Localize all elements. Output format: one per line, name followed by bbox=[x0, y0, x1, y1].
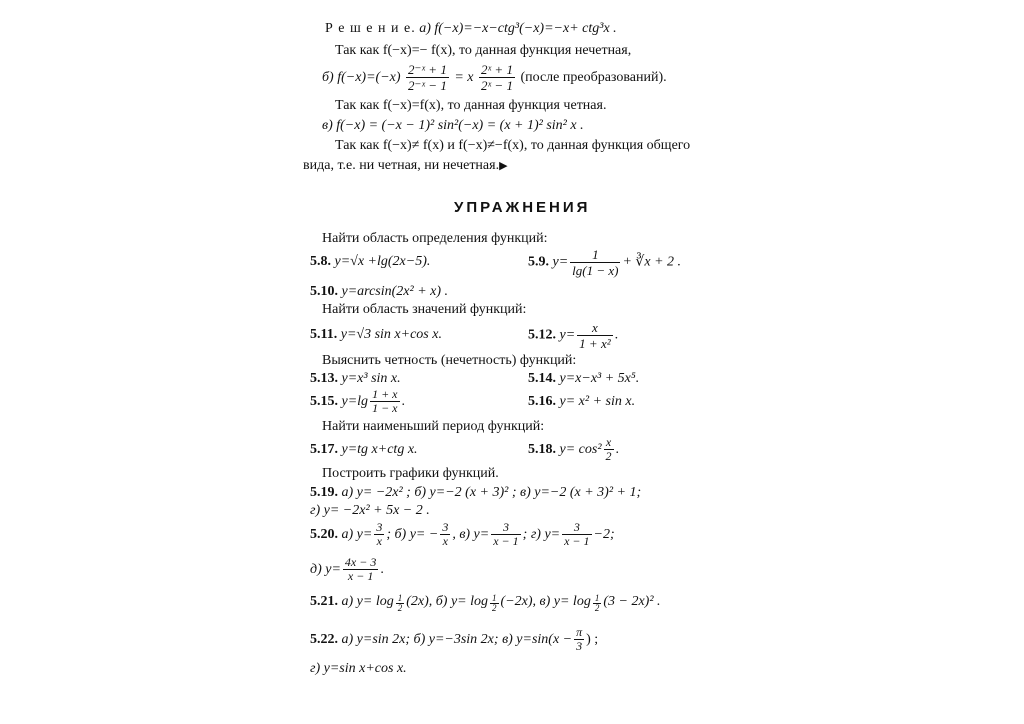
fraction-numerator: 4x − 3 bbox=[344, 555, 377, 570]
exercise-5-21-b: б) y= log bbox=[435, 594, 489, 609]
section-domain: Найти область определения функций: bbox=[322, 231, 548, 246]
fraction-denominator: 2 bbox=[397, 603, 403, 613]
exercise-number: 5.13. bbox=[310, 371, 338, 386]
solution-label: Р е ш е н и е. bbox=[325, 21, 416, 36]
exercise-5-9 bbox=[528, 247, 681, 278]
exercise-5-18 bbox=[528, 434, 619, 466]
fraction-denominator: 2⁻ˣ − 1 bbox=[408, 78, 447, 94]
solution-b bbox=[322, 62, 667, 94]
log-base-fraction bbox=[396, 594, 405, 613]
fraction-numerator: 3 bbox=[376, 520, 383, 535]
log-base-fraction bbox=[593, 594, 602, 613]
fraction-denominator: x − 1 bbox=[347, 569, 374, 584]
exercise-number: 5.21. bbox=[310, 594, 338, 609]
exercise-number: 5.15. bbox=[310, 394, 338, 409]
section-range: Найти область значений функций: bbox=[322, 302, 527, 317]
solution-b-fraction-1 bbox=[406, 62, 449, 93]
exercise-fraction bbox=[370, 388, 399, 415]
exercises-heading: УПРАЖНЕНИЯ bbox=[454, 199, 591, 216]
exercise-fraction bbox=[577, 320, 612, 351]
fraction-numerator: 1 bbox=[594, 593, 600, 603]
exercise-number: 5.19. bbox=[310, 485, 338, 500]
exercise-5-20-e-row bbox=[310, 553, 384, 587]
exercise-expression-prefix: y= bbox=[559, 327, 576, 343]
exercise-5-20-c: , в) y= bbox=[452, 527, 490, 542]
solution-b-fraction-2 bbox=[479, 62, 515, 93]
exercise-expression-prefix: y= cos² bbox=[559, 442, 602, 457]
fraction-numerator: 2⁻ˣ + 1 bbox=[408, 62, 447, 78]
exercise-row-5-19 bbox=[310, 484, 641, 502]
exercise-expression: y=arcsin(2x² + x) . bbox=[341, 284, 449, 299]
exercise-row-5-21 bbox=[310, 593, 661, 613]
exercise-fraction bbox=[604, 436, 614, 463]
exercise-5-16 bbox=[528, 386, 635, 418]
exercise-expression: а) y= −2x² ; б) y=−2 (x + 3)² ; в) y=−2 (x + 3)² + 1; bbox=[341, 485, 642, 500]
exercise-number: 5.10. bbox=[310, 284, 338, 299]
exercise-fraction bbox=[343, 556, 378, 583]
fraction-denominator: 2 bbox=[492, 603, 497, 613]
fraction-numerator: 3 bbox=[491, 521, 520, 535]
solution-general-text: вида, т.е. ни четная, ни нечетная. bbox=[303, 158, 500, 173]
exercise-number: 5.12. bbox=[528, 327, 556, 343]
exercise-row-5-20 bbox=[310, 518, 615, 552]
exercise-expression-prefix: y= bbox=[552, 254, 569, 270]
exercise-5-20-d: ; г) y= bbox=[522, 527, 561, 542]
fraction-denominator: 2 bbox=[594, 603, 600, 613]
exercise-5-20-b: ; б) y= − bbox=[386, 527, 439, 542]
exercise-fraction bbox=[440, 521, 450, 548]
exercise-number: 5.16. bbox=[528, 394, 556, 409]
triangle-right-icon: ▶ bbox=[499, 160, 508, 172]
exercise-5-21-a-arg: (2x), bbox=[406, 594, 433, 609]
fraction-numerator: 1 bbox=[397, 593, 403, 603]
exercise-row-5-22 bbox=[310, 623, 598, 657]
exercise-5-21-b-arg: (−2x), bbox=[500, 594, 537, 609]
fraction-denominator: 2 bbox=[605, 449, 612, 464]
fraction-numerator: x bbox=[604, 436, 614, 450]
solution-b-equals: = x bbox=[454, 70, 474, 85]
log-base-fraction bbox=[490, 594, 499, 613]
exercise-5-19-g: г) y= −2x² + 5x − 2 . bbox=[310, 503, 430, 518]
exercise-expression: y=√3 sin x+cos x. bbox=[340, 327, 442, 342]
exercise-fraction bbox=[562, 521, 591, 548]
exercise-expression: y= x² + sin x. bbox=[559, 394, 636, 409]
exercise-expression: а) y=sin 2x; б) y=−3sin 2x; в) y=sin(x − bbox=[341, 632, 573, 647]
exercise-expression-suffix: ) ; bbox=[586, 632, 599, 647]
section-graphs: Построить графики функций. bbox=[322, 466, 499, 481]
exercise-expression-suffix: . bbox=[401, 394, 405, 409]
fraction-denominator: 2ˣ − 1 bbox=[481, 78, 513, 94]
solution-c: в) f(−x) = (−x − 1)² sin²(−x) = (x + 1)² sin² x . bbox=[322, 118, 584, 133]
exercise-5-20-e: д) y= bbox=[310, 562, 341, 577]
exercise-5-20-d-suffix: −2; bbox=[593, 527, 615, 542]
fraction-numerator: 3 bbox=[442, 520, 449, 535]
exercise-row-5-17 bbox=[310, 434, 730, 466]
exercise-number: 5.18. bbox=[528, 442, 556, 457]
solution-general-line-1: Так как f(−x)≠ f(x) и f(−x)≠−f(x), то данная функция общего bbox=[335, 138, 691, 153]
fraction-denominator: x bbox=[376, 534, 382, 549]
solution-b-suffix: (после преобразований). bbox=[520, 70, 667, 85]
section-period: Найти наименьший период функций: bbox=[322, 419, 545, 434]
solution-b-prefix: б) f(−x)=(−x) bbox=[322, 70, 401, 85]
fraction-numerator: 1 bbox=[570, 247, 620, 263]
fraction-numerator: π bbox=[576, 625, 583, 640]
exercise-expression-suffix: . bbox=[614, 327, 619, 343]
fraction-numerator: 3 bbox=[562, 521, 591, 535]
exercise-fraction bbox=[491, 521, 520, 548]
solution-even-line: Так как f(−x)=f(x), то данная функция четная. bbox=[335, 98, 607, 113]
fraction-numerator: 1 bbox=[492, 593, 497, 603]
fraction-denominator: x bbox=[442, 534, 448, 549]
exercise-fraction bbox=[574, 626, 584, 653]
fraction-denominator: 3 bbox=[576, 639, 583, 654]
fraction-numerator: x bbox=[577, 320, 612, 336]
exercise-number: 5.22. bbox=[310, 632, 338, 647]
exercise-number: 5.17. bbox=[310, 442, 338, 457]
solution-general-line-2 bbox=[303, 157, 508, 175]
exercise-expression-suffix: . bbox=[615, 442, 620, 457]
exercise-expression: y=tg x+ctg x. bbox=[341, 442, 418, 457]
solution-a bbox=[325, 20, 617, 38]
fraction-denominator: x − 1 bbox=[564, 534, 590, 549]
solution-a-expr: а) f(−x)=−x−ctg³(−x)=−x+ ctg³x . bbox=[419, 21, 617, 36]
fraction-denominator: 1 − x bbox=[372, 401, 398, 416]
fraction-denominator: x − 1 bbox=[493, 534, 519, 549]
section-parity: Выяснить четность (нечетность) функций: bbox=[322, 353, 577, 368]
exercise-number: 5.9. bbox=[528, 254, 549, 270]
exercise-5-21-c: в) y= log bbox=[539, 594, 591, 609]
fraction-numerator: 2ˣ + 1 bbox=[481, 62, 513, 78]
fraction-denominator: 1 + x² bbox=[579, 336, 611, 351]
exercise-expression-prefix: y=lg bbox=[341, 394, 369, 409]
fraction-denominator: lg(1 − x) bbox=[572, 263, 619, 278]
exercise-5-22-g: г) y=sin x+cos x. bbox=[310, 661, 407, 676]
exercise-number: 5.8. bbox=[310, 254, 331, 269]
exercise-fraction bbox=[570, 247, 620, 278]
exercise-expression: y=x−x³ + 5x⁵. bbox=[559, 371, 640, 386]
exercise-fraction bbox=[374, 521, 384, 548]
exercise-5-20-e-suffix: . bbox=[380, 562, 384, 577]
exercise-row-5-15 bbox=[310, 386, 730, 418]
exercise-number: 5.11. bbox=[310, 327, 338, 342]
exercise-number: 5.14. bbox=[528, 371, 556, 386]
exercise-row-5-10 bbox=[310, 283, 448, 301]
exercise-5-21-c-arg: (3 − 2x)² . bbox=[603, 594, 661, 609]
fraction-numerator: 1 + x bbox=[372, 387, 398, 402]
exercise-expression: y=√x +lg(2x−5). bbox=[334, 254, 431, 269]
exercise-expression-suffix: + ∛x + 2 . bbox=[622, 254, 682, 270]
exercise-expression: y=x³ sin x. bbox=[341, 371, 401, 386]
exercise-row-5-8 bbox=[310, 247, 730, 283]
exercise-number: 5.20. bbox=[310, 527, 338, 542]
exercise-5-20-a: а) y= bbox=[341, 527, 373, 542]
solution-odd-line: Так как f(−x)=− f(x), то данная функция нечетная, bbox=[335, 43, 632, 58]
exercise-5-21-a: а) y= log bbox=[341, 594, 394, 609]
exercise-5-12 bbox=[528, 320, 618, 351]
